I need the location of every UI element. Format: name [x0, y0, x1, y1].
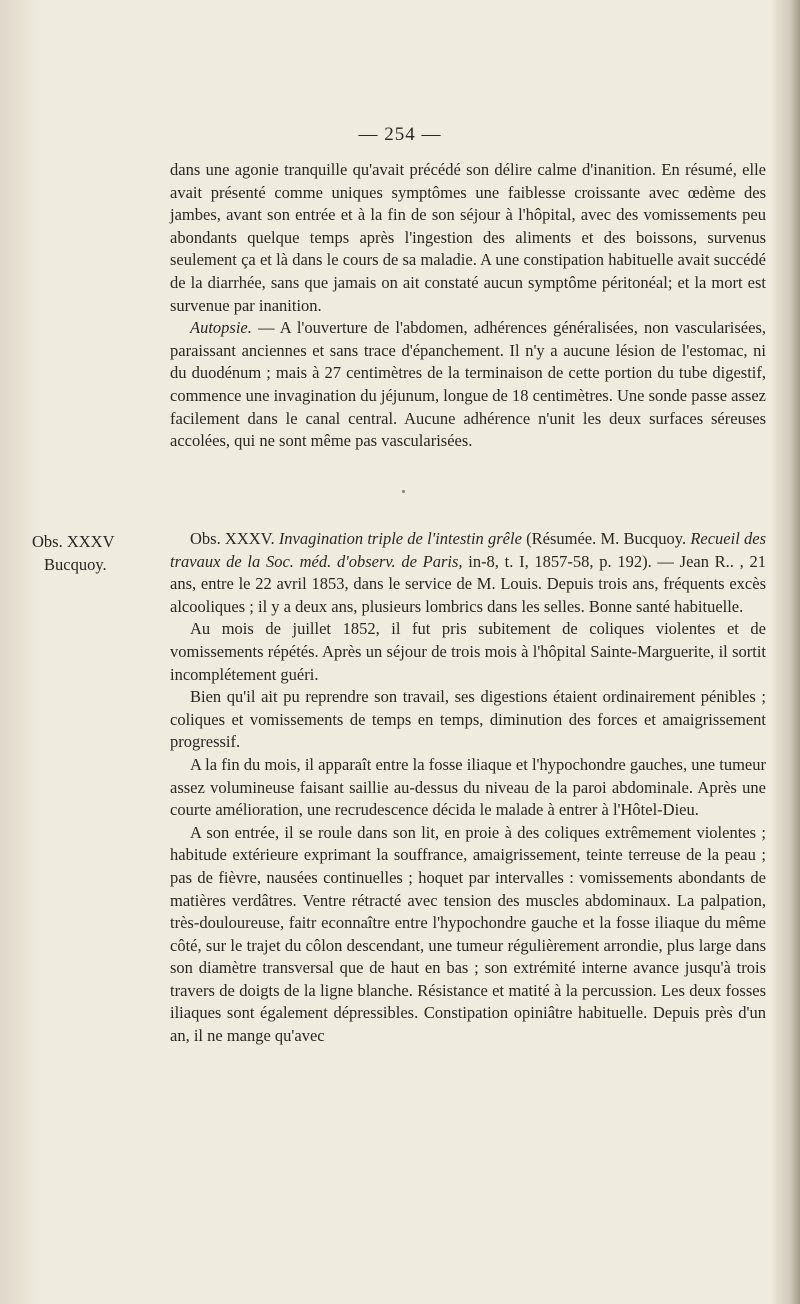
top-text-block — [170, 159, 766, 453]
observation-title: Invagination triple de l'intestin grêle — [278, 529, 522, 548]
autopsie-paragraph — [170, 317, 766, 453]
observation-label: Obs. XXXV. — [190, 529, 275, 548]
observation-heading-paragraph — [170, 528, 766, 618]
observation-block — [170, 528, 766, 1048]
citation-source: Recueil des travaux de la Soc. méd. d'observ. de Paris, — [170, 529, 767, 571]
paragraph: Au mois de juillet 1852, il fut pris subitement de coliques violentes et de vomissements répétés. Après un séjour de trois mois à l'hôpital Sainte-Marguerite, il sortit incomplétement guéri. — [170, 619, 766, 684]
margin-note-author: Bucquoy. — [44, 554, 107, 574]
print-speck — [402, 490, 405, 493]
page-number: — 254 — — [358, 124, 442, 145]
margin-note-observation: Obs. XXXV — [32, 532, 115, 551]
margin-note — [32, 531, 160, 576]
paragraph: A son entrée, il se roule dans son lit, en proie à des coliques extrêmement violentes ; habitude extérieure exprimant la souffrance, amaigrissement, teinte terreuse de la peau ; pas de fièvre, nausées continuelles ; hoquet par intervalles : vomissements abondants de matières verdâtres. Ventre rétracté avec tension des muscles abdominaux. La palpation, très-douloureuse, faitr econnaître entre l'hypochondre gauche et la fosse iliaque du même côté, sur le trajet du côlon descendant, une tumeur régulièrement arrondie, plus large dans son diamètre transversal que de haut en bas ; son extrémité interne avance jusqu'à trois travers de doigts de la ligne blanche. Résistance et matité à la percussion. Les deux fosses iliaques sont également dépressibles. Constipation opiniâtre habituelle. Depuis près d'un an, il ne mange qu'avec — [170, 822, 766, 1046]
autopsie-label: Autopsie. — [190, 318, 252, 338]
autopsie-text: — A l'ouverture de l'abdomen, adhérences généralisées, non vascularisées, paraissant anciennes et sans trace d'épanchement. Il n'y a aucune lésion de l'estomac, ni du duodénum ; mais à 27 centimètres de la terminaison de cette portion du tube digestif, commence une invagination du jéjunum, longue de 18 centimètres. Une sonde passe assez facilement dans le canal central. Aucune adhérence n'unit les deux surfaces séreuses accolées, qui ne sont même pas vascularisées. — [170, 318, 766, 451]
page-edge — [788, 0, 800, 1304]
paragraph: A la fin du mois, il apparaît entre la fosse iliaque et l'hypochondre gauches, une tumeur assez volumineuse faisant saillie au-dessus du niveau de la paroi abdominale. Après une courte amélioration, une recrudescence décida le malade à entrer à l'Hôtel-Dieu. — [170, 754, 766, 820]
paragraph: dans une agonie tranquille qu'avait précédé son délire calme d'inanition. En résumé, elle avait présenté comme uniques symptômes une faiblesse croissante avec œdème des jambes, avant son entrée et à la fin de son séjour à l'hôpital, avec des vomissements peu abondants quelque temps après l'ingestion des aliments et des boissons, survenus seulement ça et là dans le cours de sa maladie. A une constipation habituelle avait succédé de la diarrhée, sans que jamais on ait constaté aucun symptôme péritonéal; et la mort est survenue par inanition. — [170, 160, 766, 315]
paragraph: Bien qu'il ait pu reprendre son travail, ses digestions étaient ordinairement pénibles ; coliques et vomissements de temps en temps, diminution des forces et amaigrissement progressif. — [170, 687, 766, 752]
citation-pre: (Résumée. M. Bucquoy. — [521, 529, 691, 548]
citation-post: in-8, t. I, 1857-58, p. 192). — Jean R.. , 21 ans, entre le 22 avril 1853, dans le service de M. Louis. Depuis trois ans, fréquents excès alcooliques ; il y a deux ans, plusieurs lombrics dans les selles. Bonne santé habituelle. — [170, 551, 766, 616]
